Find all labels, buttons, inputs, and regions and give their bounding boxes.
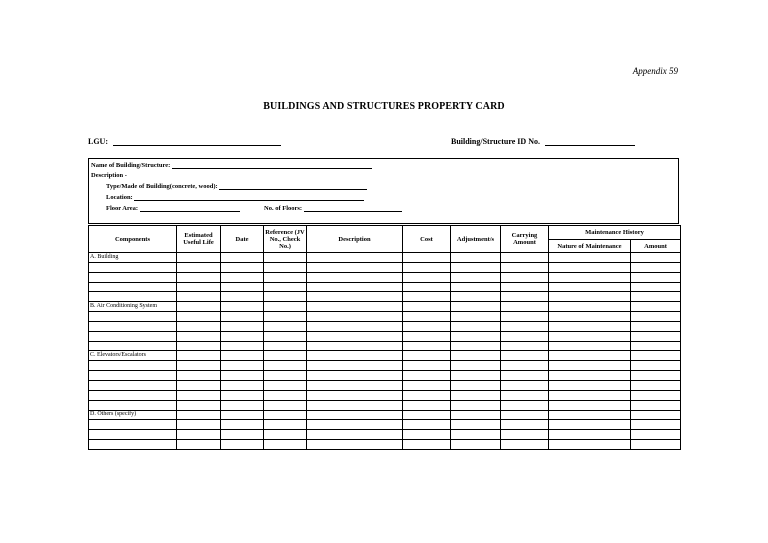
table-cell[interactable] (501, 302, 549, 312)
table-cell[interactable] (501, 312, 549, 322)
table-cell[interactable] (221, 351, 264, 361)
table-cell[interactable] (549, 400, 631, 410)
table-row (89, 390, 681, 400)
table-cell[interactable] (264, 292, 307, 302)
table-cell[interactable] (89, 371, 177, 381)
table-cell[interactable] (403, 272, 451, 282)
table-cell[interactable] (221, 380, 264, 390)
floor-area-field[interactable] (106, 205, 240, 212)
table-cell[interactable] (89, 440, 177, 450)
table-cell[interactable] (501, 420, 549, 430)
table-cell[interactable] (549, 371, 631, 381)
table-cell[interactable] (403, 400, 451, 410)
table-cell[interactable] (307, 321, 403, 331)
table-row (89, 430, 681, 440)
table-cell[interactable] (501, 380, 549, 390)
table-cell[interactable] (549, 282, 631, 292)
table-cell[interactable] (89, 390, 177, 400)
table-cell[interactable] (177, 282, 221, 292)
table-cell[interactable] (451, 262, 501, 272)
floors-field[interactable] (264, 205, 402, 212)
table-cell[interactable] (549, 351, 631, 361)
table-cell[interactable] (549, 302, 631, 312)
table-cell[interactable] (264, 390, 307, 400)
table-cell[interactable] (403, 262, 451, 272)
table-row (89, 292, 681, 302)
table-cell[interactable] (264, 420, 307, 430)
table-cell[interactable] (221, 420, 264, 430)
table-cell[interactable] (451, 371, 501, 381)
table-cell[interactable] (307, 292, 403, 302)
table-cell[interactable] (631, 420, 681, 430)
table-cell[interactable] (264, 262, 307, 272)
table-cell[interactable] (177, 321, 221, 331)
table-cell[interactable] (264, 341, 307, 351)
table-cell[interactable] (264, 312, 307, 322)
table-cell[interactable] (451, 400, 501, 410)
section-label: C. Elevators/Escalators (89, 351, 177, 361)
table-cell[interactable] (549, 361, 631, 371)
table-cell[interactable] (403, 440, 451, 450)
table-cell[interactable] (549, 321, 631, 331)
table-cell[interactable] (403, 312, 451, 322)
table-cell[interactable] (451, 430, 501, 440)
table-cell[interactable] (221, 371, 264, 381)
table-cell[interactable] (501, 282, 549, 292)
table-cell[interactable] (549, 253, 631, 263)
table-cell[interactable] (549, 262, 631, 272)
table-cell[interactable] (264, 302, 307, 312)
location-line (134, 194, 364, 201)
table-cell[interactable] (307, 282, 403, 292)
table-cell[interactable] (451, 351, 501, 361)
table-cell[interactable] (451, 331, 501, 341)
table-cell[interactable] (89, 292, 177, 302)
col-date: Date (221, 226, 264, 253)
table-cell[interactable] (264, 282, 307, 292)
table-cell[interactable] (403, 282, 451, 292)
table-cell[interactable] (307, 440, 403, 450)
table-cell[interactable] (631, 302, 681, 312)
location-field[interactable] (106, 194, 364, 201)
table-row (89, 361, 681, 371)
table-cell[interactable] (549, 312, 631, 322)
table-cell[interactable] (549, 420, 631, 430)
table-cell[interactable] (631, 292, 681, 302)
table-cell[interactable] (221, 390, 264, 400)
table-cell[interactable] (403, 341, 451, 351)
table-cell[interactable] (501, 410, 549, 420)
table-row (89, 253, 681, 263)
table-cell[interactable] (177, 253, 221, 263)
table-cell[interactable] (177, 361, 221, 371)
table-cell[interactable] (549, 341, 631, 351)
type-field[interactable] (106, 183, 367, 190)
name-line (172, 162, 372, 169)
table-cell[interactable] (307, 361, 403, 371)
table-cell[interactable] (403, 292, 451, 302)
table-cell[interactable] (177, 302, 221, 312)
table-cell[interactable] (221, 253, 264, 263)
appendix-label: Appendix 59 (632, 66, 678, 76)
table-cell[interactable] (177, 262, 221, 272)
table-cell[interactable] (403, 371, 451, 381)
table-cell[interactable] (403, 361, 451, 371)
location-label: Location: (106, 194, 133, 201)
table-row (89, 262, 681, 272)
table-cell[interactable] (177, 430, 221, 440)
table-cell[interactable] (89, 282, 177, 292)
table-cell[interactable] (307, 420, 403, 430)
table-cell[interactable] (89, 341, 177, 351)
form-title: BUILDINGS AND STRUCTURES PROPERTY CARD (263, 101, 505, 112)
lgu-line (113, 137, 281, 146)
table-cell[interactable] (264, 371, 307, 381)
table-row (89, 400, 681, 410)
table-cell[interactable] (221, 302, 264, 312)
table-row (89, 282, 681, 292)
table-cell[interactable] (451, 292, 501, 302)
table-cell[interactable] (631, 253, 681, 263)
table-cell[interactable] (631, 361, 681, 371)
table-cell[interactable] (549, 272, 631, 282)
table-cell[interactable] (403, 420, 451, 430)
table-cell[interactable] (89, 331, 177, 341)
table-row (89, 272, 681, 282)
table-cell[interactable] (89, 380, 177, 390)
section-label: B. Air Conditioning System (89, 302, 177, 312)
table-cell[interactable] (451, 272, 501, 282)
table-cell[interactable] (89, 321, 177, 331)
table-cell[interactable] (501, 253, 549, 263)
table-cell[interactable] (177, 312, 221, 322)
table-cell[interactable] (177, 400, 221, 410)
table-cell[interactable] (451, 321, 501, 331)
table-cell[interactable] (403, 380, 451, 390)
table-cell[interactable] (501, 440, 549, 450)
table-cell[interactable] (177, 410, 221, 420)
table-cell[interactable] (221, 400, 264, 410)
table-cell[interactable] (403, 253, 451, 263)
building-id-line (545, 137, 635, 146)
table-cell[interactable] (307, 341, 403, 351)
floor-area-line (140, 205, 240, 212)
table-cell[interactable] (549, 410, 631, 420)
table-cell[interactable] (501, 262, 549, 272)
building-id-field[interactable] (451, 137, 635, 146)
table-cell[interactable] (89, 361, 177, 371)
floors-line (304, 205, 402, 212)
table-cell[interactable] (549, 331, 631, 341)
table-cell[interactable] (631, 390, 681, 400)
table-cell[interactable] (221, 331, 264, 341)
table-cell[interactable] (89, 272, 177, 282)
table-cell[interactable] (451, 390, 501, 400)
table-cell[interactable] (221, 282, 264, 292)
lgu-label: LGU: (88, 137, 108, 146)
col-cost: Cost (403, 226, 451, 253)
table-cell[interactable] (631, 430, 681, 440)
table-row (89, 321, 681, 331)
table-cell[interactable] (177, 380, 221, 390)
table-cell[interactable] (451, 440, 501, 450)
table-cell[interactable] (221, 321, 264, 331)
table-cell[interactable] (307, 253, 403, 263)
table-cell[interactable] (221, 292, 264, 302)
table-row (89, 341, 681, 351)
table-cell[interactable] (451, 312, 501, 322)
table-cell[interactable] (89, 262, 177, 272)
table-cell[interactable] (307, 380, 403, 390)
building-info-box (88, 158, 679, 224)
table-cell[interactable] (501, 272, 549, 282)
table-cell[interactable] (501, 331, 549, 341)
table-cell[interactable] (264, 380, 307, 390)
table-cell[interactable] (89, 430, 177, 440)
floors-label: No. of Floors: (264, 205, 303, 212)
table-cell[interactable] (403, 321, 451, 331)
table-cell[interactable] (177, 371, 221, 381)
table-cell[interactable] (403, 331, 451, 341)
table-cell[interactable] (451, 341, 501, 351)
col-components: Components (89, 226, 177, 253)
table-cell[interactable] (549, 390, 631, 400)
table-cell[interactable] (177, 292, 221, 302)
table-cell[interactable] (89, 312, 177, 322)
table-cell[interactable] (631, 272, 681, 282)
table-cell[interactable] (307, 410, 403, 420)
table-cell[interactable] (264, 331, 307, 341)
table-cell[interactable] (177, 351, 221, 361)
table-cell[interactable] (264, 400, 307, 410)
type-label: Type/Made of Building(concrete, wood): (106, 183, 218, 190)
table-cell[interactable] (264, 351, 307, 361)
table-cell[interactable] (264, 410, 307, 420)
table-cell[interactable] (89, 420, 177, 430)
table-row (89, 302, 681, 312)
table-row (89, 371, 681, 381)
table-cell[interactable] (631, 410, 681, 420)
section-label: D. Others (specify) (89, 410, 177, 420)
col-amount: Amount (631, 240, 681, 253)
table-cell[interactable] (501, 361, 549, 371)
table-body (89, 253, 681, 450)
table-cell[interactable] (631, 400, 681, 410)
table-cell[interactable] (177, 341, 221, 351)
table-cell[interactable] (307, 400, 403, 410)
table-cell[interactable] (549, 380, 631, 390)
table-cell[interactable] (403, 430, 451, 440)
table-cell[interactable] (403, 410, 451, 420)
table-cell[interactable] (264, 253, 307, 263)
table-cell[interactable] (631, 282, 681, 292)
table-cell[interactable] (501, 341, 549, 351)
table-cell[interactable] (451, 361, 501, 371)
table-cell[interactable] (221, 361, 264, 371)
table-cell[interactable] (307, 331, 403, 341)
table-cell[interactable] (451, 282, 501, 292)
table-cell[interactable] (264, 321, 307, 331)
col-adjustments: Adjustment/s (451, 226, 501, 253)
table-cell[interactable] (501, 321, 549, 331)
table-cell[interactable] (501, 351, 549, 361)
col-useful-life: Estimated Useful Life (177, 226, 221, 253)
table-cell[interactable] (403, 302, 451, 312)
section-label: A. Building (89, 253, 177, 263)
table-cell[interactable] (549, 430, 631, 440)
table-cell[interactable] (403, 390, 451, 400)
table-cell[interactable] (221, 440, 264, 450)
table-cell[interactable] (451, 380, 501, 390)
table-cell[interactable] (307, 430, 403, 440)
table-cell[interactable] (264, 440, 307, 450)
table-cell[interactable] (307, 390, 403, 400)
table-cell[interactable] (451, 410, 501, 420)
col-description: Description (307, 226, 403, 253)
table-cell[interactable] (549, 440, 631, 450)
table-cell[interactable] (451, 420, 501, 430)
name-field[interactable] (91, 162, 372, 169)
table-row (89, 420, 681, 430)
table-cell[interactable] (307, 302, 403, 312)
col-maintenance-history: Maintenance History (549, 226, 681, 240)
table-row (89, 410, 681, 420)
col-reference: Reference (JV No., Check No.) (264, 226, 307, 253)
table-cell[interactable] (221, 312, 264, 322)
table-cell[interactable] (177, 390, 221, 400)
table-cell[interactable] (631, 380, 681, 390)
table-cell[interactable] (221, 341, 264, 351)
table-cell[interactable] (631, 351, 681, 361)
table-cell[interactable] (631, 321, 681, 331)
table-cell[interactable] (451, 302, 501, 312)
table-cell[interactable] (403, 351, 451, 361)
type-line (219, 183, 367, 190)
table-cell[interactable] (221, 430, 264, 440)
description-label: Description - (91, 172, 127, 179)
table-cell[interactable] (264, 430, 307, 440)
table-cell[interactable] (307, 371, 403, 381)
table-row (89, 380, 681, 390)
table-cell[interactable] (177, 331, 221, 341)
table-cell[interactable] (307, 312, 403, 322)
table-cell[interactable] (221, 262, 264, 272)
name-label: Name of Building/Structure: (91, 162, 171, 169)
table-cell[interactable] (501, 371, 549, 381)
table-cell[interactable] (177, 272, 221, 282)
table-cell[interactable] (307, 272, 403, 282)
table-cell[interactable] (451, 253, 501, 263)
lgu-field[interactable] (88, 137, 281, 146)
table-cell[interactable] (631, 331, 681, 341)
table-cell[interactable] (631, 262, 681, 272)
table-cell[interactable] (631, 341, 681, 351)
table-cell[interactable] (501, 292, 549, 302)
table-cell[interactable] (177, 440, 221, 450)
table-row (89, 331, 681, 341)
property-table (88, 225, 681, 450)
table-row (89, 440, 681, 450)
table-cell[interactable] (631, 371, 681, 381)
table-cell[interactable] (501, 400, 549, 410)
table-cell[interactable] (501, 430, 549, 440)
table-row (89, 312, 681, 322)
table-cell[interactable] (549, 292, 631, 302)
table-row (89, 351, 681, 361)
table-cell[interactable] (264, 272, 307, 282)
building-id-label: Building/Structure ID No. (451, 137, 540, 146)
floor-area-label: Floor Area: (106, 205, 139, 212)
table-cell[interactable] (307, 262, 403, 272)
table-cell[interactable] (264, 361, 307, 371)
table-cell[interactable] (221, 272, 264, 282)
col-carrying-amount: Carrying Amount (501, 226, 549, 253)
table-cell[interactable] (631, 312, 681, 322)
table-cell[interactable] (631, 440, 681, 450)
table-cell[interactable] (221, 410, 264, 420)
table-cell[interactable] (89, 400, 177, 410)
table-cell[interactable] (501, 390, 549, 400)
col-nature-of-maintenance: Nature of Maintenance (549, 240, 631, 253)
table-cell[interactable] (177, 420, 221, 430)
table-cell[interactable] (307, 351, 403, 361)
